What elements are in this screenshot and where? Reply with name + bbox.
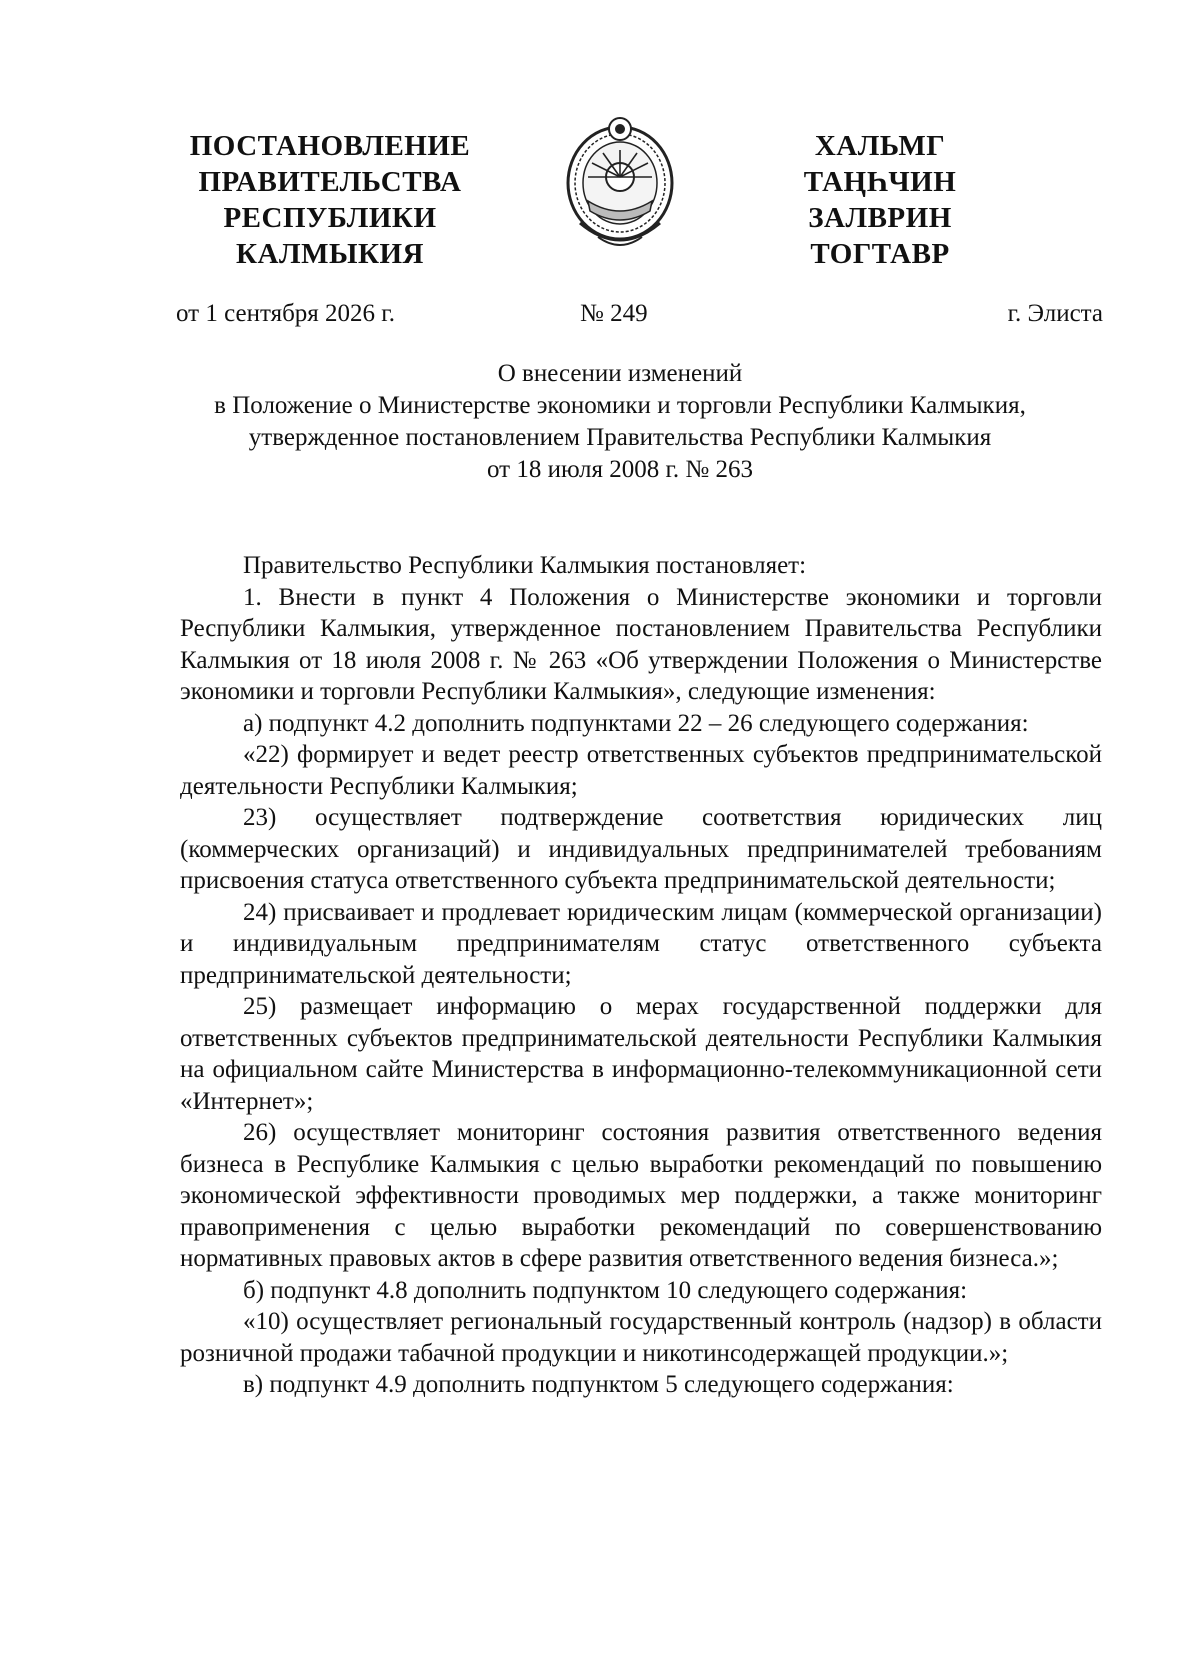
body-paragraph: а) подпункт 4.2 дополнить подпунктами 22 – 26 следующего содержания: <box>243 709 1029 737</box>
body-paragraph: 25) размещает информацию о мерах государственной поддержки для ответственных субъектов предпринимательской деятельности Республики Калмыкия на официальном сайте Министерства в информационно-телекоммуникационной сети «Интернет»; <box>180 993 1102 1115</box>
body-paragraph: 1. Внести в пункт 4 Положения о Министерстве экономики и торговли Республики Калмыкия, утвержденное постановлением Правительства Республики Калмыкия от 18 июля 2008 г. № 263 «Об утверждении Положения о Министерстве экономики и торговли Республики Калмыкия», следующие изменения: <box>180 583 1102 705</box>
title-line: в Положение о Министерстве экономики и торговли Республики Калмыкия, <box>214 392 1026 419</box>
header-left-line: ПОСТАНОВЛЕНИЕ <box>189 130 471 162</box>
body-paragraph: 26) осуществляет мониторинг состояния развития ответственного ведения бизнеса в Республике Калмыкия с целью выработки рекомендаций по повышению экономической эффективности проводимых мер поддержки, а также мониторинг правоприменения с целью выработки рекомендаций по совершенствованию нормативных правовых актов в сфере развития ответственного ведения бизнеса.»; <box>180 1119 1102 1272</box>
header-left-title <box>175 128 485 272</box>
document-city: г. Элиста <box>1007 300 1103 327</box>
document-body <box>180 550 1102 1401</box>
title-line: утвержденное постановлением Правительства Республики Калмыкия <box>248 424 992 451</box>
header-right-line: ТОГТАВР <box>810 238 950 270</box>
header-right-title <box>765 128 995 272</box>
document-date: от 1 сентября 2026 г. <box>176 300 395 327</box>
body-paragraph: 24) присваивает и продлевает юридическим лицам (коммерческой организации) и индивидуальным предпринимателям статус ответственного субъекта предпринимательской деятельности; <box>180 898 1102 989</box>
document-number: № 249 <box>580 300 648 327</box>
header-right-line: ЗАЛВРИН <box>808 202 952 234</box>
body-paragraph: в) подпункт 4.9 дополнить подпунктом 5 следующего содержания: <box>243 1371 954 1398</box>
body-paragraph: «10) осуществляет региональный государственный контроль (надзор) в области розничной продажи табачной продукции и никотинсодержащей продукции.»; <box>180 1308 1102 1367</box>
header-left-line: РЕСПУБЛИКИ <box>223 202 437 234</box>
title-line: О внесении изменений <box>497 360 743 387</box>
kalmykia-coat-of-arms-icon <box>558 115 683 260</box>
body-paragraph: Правительство Республики Калмыкия постановляет: <box>243 552 807 579</box>
body-paragraph: «22) формирует и ведет реестр ответственных субъектов предпринимательской деятельности Республики Калмыкия; <box>180 741 1102 800</box>
header-left-line: КАЛМЫКИЯ <box>236 238 424 270</box>
body-paragraph: б) подпункт 4.8 дополнить подпунктом 10 следующего содержания: <box>243 1276 968 1304</box>
title-line: от 18 июля 2008 г. № 263 <box>486 456 754 483</box>
header-left-line: ПРАВИТЕЛЬСТВА <box>198 166 462 198</box>
header-right-line: ТАҢҺЧИН <box>803 166 957 198</box>
document-title <box>150 358 1090 486</box>
body-paragraph: 23) осуществляет подтверждение соответствия юридических лиц (коммерческих организаций) и индивидуальных предпринимателей требованиям присвоения статуса ответственного субъекта предпринимательской деятельности; <box>180 804 1102 894</box>
header-right-line: ХАЛЬМГ <box>814 130 946 162</box>
